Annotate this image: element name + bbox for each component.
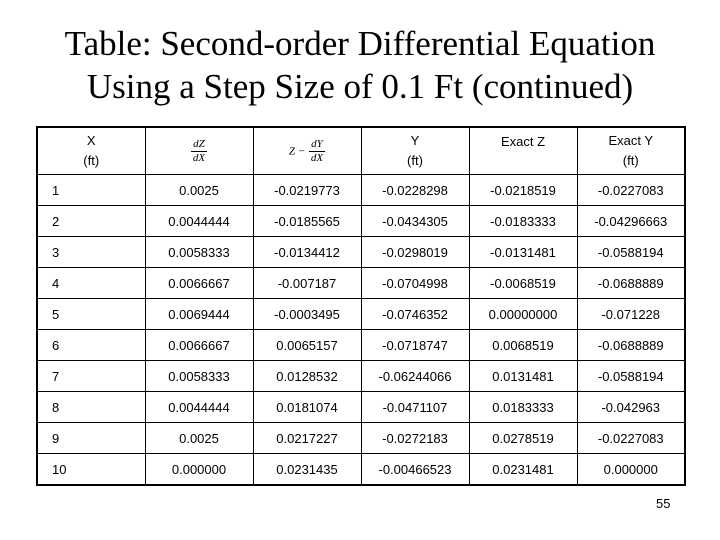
cell-exact-y: -0.0588194	[577, 361, 685, 392]
cell-exact-z: 0.0183333	[469, 392, 577, 423]
cell-x: 8	[37, 392, 145, 423]
cell-x: 5	[37, 299, 145, 330]
cell-y: -0.00466523	[361, 454, 469, 486]
dzdx-fraction	[191, 138, 207, 165]
table-row	[37, 175, 685, 206]
table-body	[37, 175, 685, 486]
table-row	[37, 299, 685, 330]
cell-y: -0.0298019	[361, 237, 469, 268]
cell-y: -0.0718747	[361, 330, 469, 361]
cell-exact-y: -0.071228	[577, 299, 685, 330]
cell-exact-z: 0.0068519	[469, 330, 577, 361]
header-exact-z-label: Exact Z	[500, 134, 546, 149]
header-x-label: X	[86, 133, 96, 148]
cell-exact-y: -0.042963	[577, 392, 685, 423]
cell-z-minus-dydx: -0.0219773	[253, 175, 361, 206]
cell-y: -0.0272183	[361, 423, 469, 454]
cell-z-minus-dydx: -0.007187	[253, 268, 361, 299]
cell-exact-z: -0.0183333	[469, 206, 577, 237]
slide-title-line-2: Using a Step Size of 0.1 Ft (continued)	[86, 67, 634, 106]
table-row	[37, 237, 685, 268]
dydx-fraction	[309, 138, 325, 165]
cell-dzdx: 0.0066667	[145, 268, 253, 299]
cell-dzdx: 0.0069444	[145, 299, 253, 330]
table-row	[37, 454, 685, 486]
cell-z-minus-dydx: 0.0128532	[253, 361, 361, 392]
z-minus-prefix: Z −	[288, 145, 306, 157]
table-header-row	[37, 127, 685, 175]
header-dzdx	[145, 127, 253, 175]
cell-exact-z: 0.0131481	[469, 361, 577, 392]
table-row	[37, 268, 685, 299]
slide-title	[0, 22, 720, 108]
header-exact-y	[577, 127, 685, 175]
table-row	[37, 361, 685, 392]
table-row	[37, 392, 685, 423]
cell-dzdx: 0.0025	[145, 423, 253, 454]
cell-y: -0.0471107	[361, 392, 469, 423]
cell-dzdx: 0.000000	[145, 454, 253, 486]
cell-z-minus-dydx: 0.0065157	[253, 330, 361, 361]
cell-z-minus-dydx: 0.0181074	[253, 392, 361, 423]
header-x	[37, 127, 145, 175]
header-y-unit: (ft)	[407, 153, 423, 168]
cell-x: 4	[37, 268, 145, 299]
cell-dzdx: 0.0044444	[145, 206, 253, 237]
cell-exact-z: 0.00000000	[469, 299, 577, 330]
dzdx-numerator: dZ	[191, 138, 207, 152]
dzdx-denominator: dX	[192, 151, 206, 164]
cell-exact-y: -0.04296663	[577, 206, 685, 237]
header-exact-y-unit: (ft)	[622, 153, 639, 168]
slide-title-line-1: Table: Second-order Differential Equation	[64, 24, 656, 63]
table-row	[37, 206, 685, 237]
cell-dzdx: 0.0025	[145, 175, 253, 206]
results-table	[36, 126, 686, 486]
cell-exact-y: -0.0227083	[577, 175, 685, 206]
table-row	[37, 423, 685, 454]
cell-y: -0.0704998	[361, 268, 469, 299]
cell-exact-z: -0.0218519	[469, 175, 577, 206]
cell-z-minus-dydx: -0.0185565	[253, 206, 361, 237]
header-x-unit: (ft)	[83, 153, 100, 168]
cell-x: 6	[37, 330, 145, 361]
cell-x: 3	[37, 237, 145, 268]
dydx-numerator: dY	[309, 138, 325, 152]
cell-exact-y: -0.0688889	[577, 330, 685, 361]
cell-y: -0.0228298	[361, 175, 469, 206]
cell-z-minus-dydx: -0.0003495	[253, 299, 361, 330]
page-number: 55	[656, 496, 671, 511]
cell-y: -0.0434305	[361, 206, 469, 237]
cell-z-minus-dydx: 0.0217227	[253, 423, 361, 454]
cell-exact-y: -0.0588194	[577, 237, 685, 268]
cell-exact-z: -0.0131481	[469, 237, 577, 268]
cell-exact-z: 0.0231481	[469, 454, 577, 486]
cell-exact-z: -0.0068519	[469, 268, 577, 299]
header-y-label: Y	[410, 133, 420, 148]
cell-x: 10	[37, 454, 145, 486]
dydx-denominator: dX	[310, 151, 324, 164]
cell-dzdx: 0.0058333	[145, 237, 253, 268]
cell-x: 7	[37, 361, 145, 392]
cell-dzdx: 0.0066667	[145, 330, 253, 361]
cell-exact-y: -0.0227083	[577, 423, 685, 454]
header-y	[361, 127, 469, 175]
table-row	[37, 330, 685, 361]
cell-x: 9	[37, 423, 145, 454]
cell-exact-y: 0.000000	[577, 454, 685, 486]
cell-x: 2	[37, 206, 145, 237]
cell-y: -0.06244066	[361, 361, 469, 392]
cell-z-minus-dydx: 0.0231435	[253, 454, 361, 486]
cell-exact-z: 0.0278519	[469, 423, 577, 454]
header-z-minus-dydx	[253, 127, 361, 175]
cell-z-minus-dydx: -0.0134412	[253, 237, 361, 268]
header-exact-y-label: Exact Y	[608, 133, 654, 148]
cell-dzdx: 0.0058333	[145, 361, 253, 392]
header-exact-z	[469, 127, 577, 175]
cell-dzdx: 0.0044444	[145, 392, 253, 423]
cell-exact-y: -0.0688889	[577, 268, 685, 299]
cell-y: -0.0746352	[361, 299, 469, 330]
cell-x: 1	[37, 175, 145, 206]
